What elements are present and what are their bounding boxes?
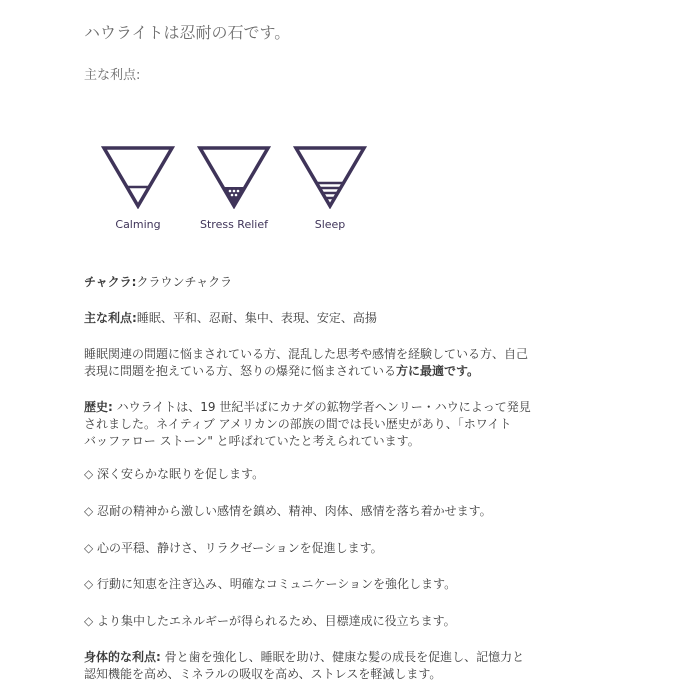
- triangle-dots-icon: [197, 145, 271, 209]
- chakra-line: [84, 273, 232, 291]
- list-item-text: 心の平穏、静けさ、リラクゼーションを促進します。: [93, 541, 383, 555]
- history-label: 歴史:: [84, 400, 113, 414]
- list-item: [84, 539, 383, 557]
- list-item: [84, 575, 456, 593]
- page-title: ハウライトは忍耐の石です。: [84, 23, 291, 42]
- list-item-text: 忍耐の精神から激しい感情を鎮め、精神、肉体、感情を落ち着かせます。: [93, 504, 492, 518]
- list-item-text: より集中したエネルギーが得られるため、目標達成に役立ちます。: [93, 614, 456, 628]
- history-line-3: バッファロー ストーン" と呼ばれていたと考えられています。: [84, 434, 420, 448]
- history-line-1: [84, 398, 531, 416]
- list-item: [84, 502, 492, 520]
- sleep-label: Sleep: [314, 218, 346, 231]
- main-benefits-line: [84, 309, 377, 327]
- calming-benefit: [90, 145, 186, 231]
- physical-label: 身体的な利点:: [84, 650, 161, 664]
- sleep-benefit: [282, 145, 378, 231]
- history-line-2: されました。ネイティブ アメリカンの部族の間では長い歴史があり、「ホワイト: [84, 417, 512, 431]
- benefit-icons: [90, 145, 390, 245]
- calming-label: Calming: [115, 218, 161, 231]
- list-item-text: 深く安らかな眠りを促します。: [93, 467, 265, 481]
- chakra-label: チャクラ:: [84, 275, 137, 289]
- diamond-bullet-icon: ◇: [84, 541, 94, 555]
- history-text-1: ハウライトは、19 世紀半ばにカナダの鉱物学者ヘンリー・ハウによって発見: [112, 400, 531, 414]
- physical-text-1: 骨と歯を強化し、睡眠を助け、健康な髪の成長を促進し、記憶力と: [160, 650, 525, 664]
- triangle-line-icon: [101, 145, 175, 209]
- diamond-bullet-icon: ◇: [84, 577, 94, 591]
- list-item-text: 行動に知恵を注ぎ込み、明確なコミュニケーションを強化します。: [93, 577, 457, 591]
- benefits-heading: 主な利点:: [84, 68, 141, 83]
- chakra-value: クラウンチャクラ: [136, 275, 233, 289]
- stress-relief-label: Stress Relief: [200, 218, 268, 231]
- main-benefits-value: 睡眠、平和、忍耐、集中、表現、安定、高揚: [136, 311, 377, 325]
- best-for-text: 表現に問題を抱えている方、怒りの爆発に悩まされている: [84, 364, 397, 378]
- physical-line-2: 認知機能を高め、ミネラルの吸収を高め、ストレスを軽減します。: [84, 667, 442, 681]
- stress-relief-benefit: [186, 145, 282, 231]
- best-for-line-1: 睡眠関連の問題に悩まされている方、混乱した思考や感情を経験している方、自己: [84, 347, 529, 361]
- triangle-stripes-icon: [293, 145, 367, 209]
- best-for-line-2: [84, 362, 479, 380]
- diamond-bullet-icon: ◇: [84, 614, 94, 628]
- list-item: [84, 612, 456, 630]
- physical-line-1: [84, 648, 524, 666]
- main-benefits-label: 主な利点:: [84, 311, 137, 325]
- list-item: [84, 465, 264, 483]
- diamond-bullet-icon: ◇: [84, 467, 94, 481]
- diamond-bullet-icon: ◇: [84, 504, 94, 518]
- best-for-bold: 方に最適です。: [396, 364, 480, 378]
